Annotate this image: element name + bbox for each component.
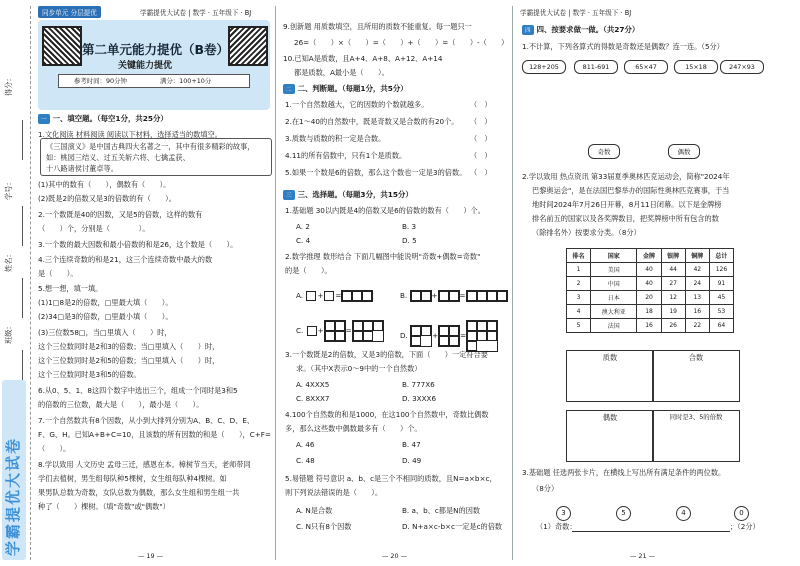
- col1-line: 果男队总数为奇数，女队总数为偶数，那么女生组和男生组一共: [38, 488, 240, 497]
- col1-line: 这个三位数同时是2和3的倍数；当□里填入（ ）时，: [38, 342, 220, 351]
- medal-row: [567, 291, 734, 305]
- medal-cell: 1: [567, 263, 591, 277]
- medal-header-cell: 金牌: [637, 249, 661, 263]
- series-left: 学霸提优大试卷 | 数学 · 五年级下 · BJ: [140, 9, 252, 17]
- odd-answer-label: （1）奇数：: [536, 522, 577, 531]
- box-multiple-3-5: 同时是3、5的倍数: [652, 410, 740, 462]
- medal-cell: 42: [685, 263, 709, 277]
- col1-line: 7.一个自然数共有8个因数，从小到大排列分别为A、B、C、D、E、: [38, 416, 255, 425]
- name-label: 姓名：: [4, 250, 13, 272]
- page-title: 第二单元能力提优（B卷）: [82, 42, 230, 57]
- odd-answer-tail: ；（2分）: [730, 522, 760, 531]
- medal-header-cell: 国家: [591, 249, 637, 263]
- judge-item: 4.11的所有倍数中，只有1个是质数。: [285, 151, 407, 160]
- col1-line: F、G、H。已知A+B+C=10，且该数的所有因数的和是（ ），C+F=: [38, 430, 271, 439]
- col1-line: (3)三位数58□，当□里填入（ ）时，: [38, 328, 172, 337]
- class-line: [22, 350, 23, 380]
- choice-q2b: 的是（ ）。: [285, 266, 332, 275]
- cut-line: [30, 6, 31, 560]
- medal-row: [567, 277, 734, 291]
- col1-line: (1)其中的数有（ ），偶数有（ ）。: [38, 180, 171, 189]
- col1-line: (1)1□8是2的倍数，□里最大填（ ）。: [38, 298, 173, 307]
- choice-q2-b: B. + =: [400, 290, 508, 302]
- medal-row: [567, 263, 734, 277]
- choice-q3-b: B. 777X6: [402, 380, 435, 389]
- col1-line: 5.想一想，填一填。: [38, 284, 103, 293]
- medal-cell: 美国: [591, 263, 637, 277]
- page-number-19: — 19 —: [138, 552, 163, 560]
- medal-cell: 法国: [591, 319, 637, 333]
- judge-item: 2.在1～40的自然数中，既是奇数又是合数的有20个。: [285, 117, 459, 126]
- judge-item: 5.如果一个数是6的倍数，那么这个数也一定是3的倍数。: [285, 168, 467, 177]
- col1-line: 这个三位数同时是2和5的倍数；当□里填入（ ）时，: [38, 356, 220, 365]
- do-q1: 1.不计算，下列各算式的得数是奇数还是偶数？连一连。（5分）: [522, 42, 724, 51]
- story-box: [40, 138, 272, 176]
- class-label: 班级：: [4, 322, 13, 344]
- medal-cell: 53: [709, 305, 733, 319]
- medal-cell: 24: [685, 277, 709, 291]
- medal-question-line: （除排名外）按要求分类。（8分）: [532, 228, 641, 237]
- col1-line: 是（ ）。: [38, 269, 78, 278]
- medal-cell: 40: [637, 263, 661, 277]
- score-info: 满分：100+10分: [160, 77, 212, 85]
- medal-cell: 中国: [591, 277, 637, 291]
- series-right: 学霸提优大试卷 | 数学 · 五年级下 · BJ: [520, 9, 632, 17]
- medal-question-line: 地时间2024年7月26日开幕，8月11日闭幕。以下是金牌榜: [532, 200, 722, 209]
- medal-header-cell: 铜牌: [685, 249, 709, 263]
- do-q3-score: （8分）: [532, 484, 559, 493]
- page-number-20: — 20 —: [382, 552, 407, 560]
- medal-cell: 40: [637, 277, 661, 291]
- medal-header-cell: 总计: [709, 249, 733, 263]
- left-margin: [0, 0, 34, 566]
- choice-q4-c: C. 48: [296, 456, 315, 465]
- col1-line: (2)34□是3的倍数，□里最小填（ ）。: [38, 312, 173, 321]
- choice-q5-b: B. a、b、c都是N的因数: [402, 506, 481, 515]
- choice-q5: 5.易错题 符号意识 a、b、c是三个不相同的质数，且N=a×b×c，: [285, 474, 497, 483]
- col1-line: （ ）。: [38, 444, 71, 453]
- expression-chip[interactable]: 65×47: [624, 60, 668, 74]
- odd-chip: 奇数: [588, 144, 620, 159]
- choice-q1: 1.基础题 30以内既是4的倍数又是6的倍数的数有（ ）个。: [285, 206, 485, 215]
- even-chip: 偶数: [668, 144, 700, 159]
- judge-answer-paren[interactable]: （ ）: [470, 100, 492, 109]
- choice-q4-d: D. 49: [402, 456, 422, 465]
- medal-cell: 27: [661, 277, 685, 291]
- medal-row: [567, 319, 734, 333]
- box-composite: 合数: [652, 350, 740, 402]
- col1-line: 3.一个数的最大因数和最小倍数的和是26，这个数是（ ）。: [38, 240, 238, 249]
- judge-answer-paren[interactable]: （ ）: [470, 134, 492, 143]
- col1-line: 如：桃园三结义、过五关斩六将、七擒孟获、: [46, 153, 190, 162]
- col1-line: （ ）个，分别是（ ）。: [38, 224, 150, 233]
- col1-line: (2)既是2的倍数又是3的倍数的有（ ）。: [38, 194, 176, 203]
- medal-question-line: 巴黎奥运会"，是在法国巴黎举办的国际性奥林匹克赛事，于当: [532, 186, 730, 195]
- choice-q3-c: C. 8XXX7: [296, 394, 330, 403]
- choice-q3-a: A. 4XXX5: [296, 380, 330, 389]
- qr-right: [228, 26, 268, 66]
- choice-q4-b: B. 47: [402, 440, 421, 449]
- col2-top-line: 都是质数，A最小是（ ）。: [294, 68, 389, 77]
- page-number-21: — 21 —: [630, 552, 655, 560]
- medal-cell: 18: [637, 305, 661, 319]
- box-even: 偶数: [566, 410, 654, 462]
- medal-cell: 16: [637, 319, 661, 333]
- medal-header-cell: 排名: [567, 249, 591, 263]
- card-5: 5: [616, 500, 631, 521]
- choice-q5-c: C. N只有8个因数: [296, 522, 352, 531]
- card-3: 3: [556, 500, 571, 521]
- medal-cell: 126: [709, 263, 733, 277]
- section-choice-head: 三 三、选择题。（每题3分，共15分）: [283, 189, 413, 200]
- medal-row: [567, 305, 734, 319]
- medal-cell: 4: [567, 305, 591, 319]
- choice-q3b: 求。（其中X表示0～9中的一个自然数）: [296, 364, 422, 373]
- score-line: [22, 120, 23, 160]
- medal-header-cell: 银牌: [661, 249, 685, 263]
- page-subtitle: 关键能力提优: [118, 61, 173, 71]
- medal-cell: 26: [661, 319, 685, 333]
- card-0: 0: [734, 500, 749, 521]
- medal-cell: 2: [567, 277, 591, 291]
- choice-q1-a: A. 2: [296, 222, 310, 231]
- medal-cell: 3: [567, 291, 591, 305]
- expression-chip[interactable]: 247×93: [720, 60, 764, 74]
- id-line: [22, 206, 23, 246]
- col1-line: 6.从0、5、1、8这四个数字中选出三个，组成一个同时是3和5: [38, 386, 238, 395]
- medal-cell: 日本: [591, 291, 637, 305]
- brand-text: 学霸提优大试卷: [4, 436, 22, 556]
- col2-top-line: 26=（ ）×（ ）=（ ）+（ ）=（ ）-（ ）: [294, 38, 509, 47]
- col1-line: 4.三个连续奇数的和是21，这三个连续奇数中最大的数: [38, 255, 213, 264]
- medal-cell: 5: [567, 319, 591, 333]
- medal-cell: 19: [661, 305, 685, 319]
- choice-q2-a: A. + =: [296, 290, 373, 302]
- judge-answer-paren[interactable]: （ ）: [470, 168, 492, 177]
- choice-q2-d: D. + =: [400, 320, 498, 352]
- header-badge: 同步单元 分层提优: [38, 6, 101, 18]
- col1-line: 8.学以致用 人文历史 孟母三迁，感恩在本。樟树节当天，老师带同: [38, 460, 251, 469]
- medal-cell: 澳大利亚: [591, 305, 637, 319]
- time-info: 参考时间：90分钟: [74, 77, 127, 85]
- choice-q3: 3.一个数既是2的倍数，又是3的倍数，下面（ ）一定符合要: [285, 350, 488, 359]
- choice-q5b: 则下列说法错误的是（ ）。: [285, 488, 383, 497]
- medal-cell: 16: [685, 305, 709, 319]
- score-label: 得分：: [4, 74, 13, 96]
- section-do-head: 四 四、按要求做一做。（共27分）: [522, 24, 639, 35]
- choice-q1-c: C. 4: [296, 236, 311, 245]
- box-prime: 质数: [566, 350, 654, 402]
- qr-left: [42, 26, 82, 66]
- col1-line: 1.文化阅读 材料阅读 阅读以下材料，选择适当的数填空。: [38, 130, 222, 139]
- choice-q5-d: D. N+a×c-b×c一定是c的倍数: [402, 522, 503, 531]
- choice-q4: 4.100个自然数的和是1000，在这100个自然数中，奇数比偶数: [285, 410, 489, 419]
- choice-q5-a: A. N是合数: [296, 506, 333, 515]
- card-4: 4: [676, 500, 691, 521]
- choice-q2-c: C. + =: [296, 320, 384, 342]
- do-q3: 3.基础题 任选两张卡片，在横线上写出所有满足条件的两位数。: [522, 468, 726, 477]
- col1-line: 学们去植树，男生组每队种5棵树，女生组每队种4棵树。如: [38, 474, 227, 483]
- col-divider-1: [275, 6, 276, 560]
- choice-q3-d: D. 3XXX6: [402, 394, 437, 403]
- medal-cell: 22: [685, 319, 709, 333]
- medal-cell: 45: [709, 291, 733, 305]
- medal-cell: 20: [637, 291, 661, 305]
- medal-table: [566, 248, 734, 333]
- col-divider-2: [512, 6, 513, 560]
- expression-chip[interactable]: 15×18: [674, 60, 718, 74]
- choice-q4b: 多，那么这些数中偶数最多有（ ）个。: [285, 424, 422, 433]
- judge-answer-paren[interactable]: （ ）: [470, 117, 492, 126]
- medal-cell: 13: [685, 291, 709, 305]
- choice-q4-a: A. 46: [296, 440, 315, 449]
- section-judge-head: 二 二、判断题。（每题1分，共5分）: [283, 83, 408, 94]
- medal-cell: 44: [661, 263, 685, 277]
- expression-chip[interactable]: 811-691: [574, 60, 618, 74]
- medal-question-line: 排名前五的国家以及各奖牌数目，把奖牌榜中所有包含的数: [532, 214, 719, 223]
- col1-line: 种了（ ）棵树。（填"奇数"或"偶数"）: [38, 502, 170, 511]
- choice-q1-d: D. 5: [402, 236, 417, 245]
- judge-item: 3.质数与质数的积一定是合数。: [285, 134, 386, 143]
- choice-q2: 2.数学推理 数形结合 下面几幅图中能说明"奇数+偶数=奇数": [285, 252, 481, 261]
- medal-question-line: 2.学以致用 热点资讯 第33届夏季奥林匹克运动会，简称"2024年: [522, 172, 730, 181]
- col2-top-line: 9.创新题 用质数填空，且所用的质数不能重复。每一题只一: [283, 22, 472, 31]
- medal-cell: 91: [709, 277, 733, 291]
- col1-line: 十八路诸侯讨董卓等。: [46, 164, 118, 173]
- judge-answer-paren[interactable]: （ ）: [470, 151, 492, 160]
- col1-line: 这个三位数同时是3和5的倍数。: [38, 370, 141, 379]
- choice-q1-b: B. 3: [402, 222, 417, 231]
- id-label: 学号：: [4, 178, 13, 200]
- name-line: [22, 278, 23, 318]
- odd-answer-line[interactable]: [572, 531, 730, 532]
- medal-cell: 12: [661, 291, 685, 305]
- col1-line: 2.一个数既是40的因数，又是5的倍数，这样的数有: [38, 210, 203, 219]
- expression-chip[interactable]: 128+205: [522, 60, 566, 74]
- section-fill-head: 一 一、填空题。（每空1分，共25分）: [38, 113, 168, 124]
- col1-line: 《三国演义》是中国古典四大名著之一，其中有很多精彩的故事，: [46, 142, 255, 151]
- medal-cell: 64: [709, 319, 733, 333]
- col1-line: 的倍数的三位数，最大是（ ），最小是（ ）。: [38, 400, 204, 409]
- col2-top-line: 10.已知A是质数，且A+4、A+8、A+12、A+14: [283, 54, 443, 63]
- judge-item: 1.一个自然数越大，它的因数的个数就越多。: [285, 100, 429, 109]
